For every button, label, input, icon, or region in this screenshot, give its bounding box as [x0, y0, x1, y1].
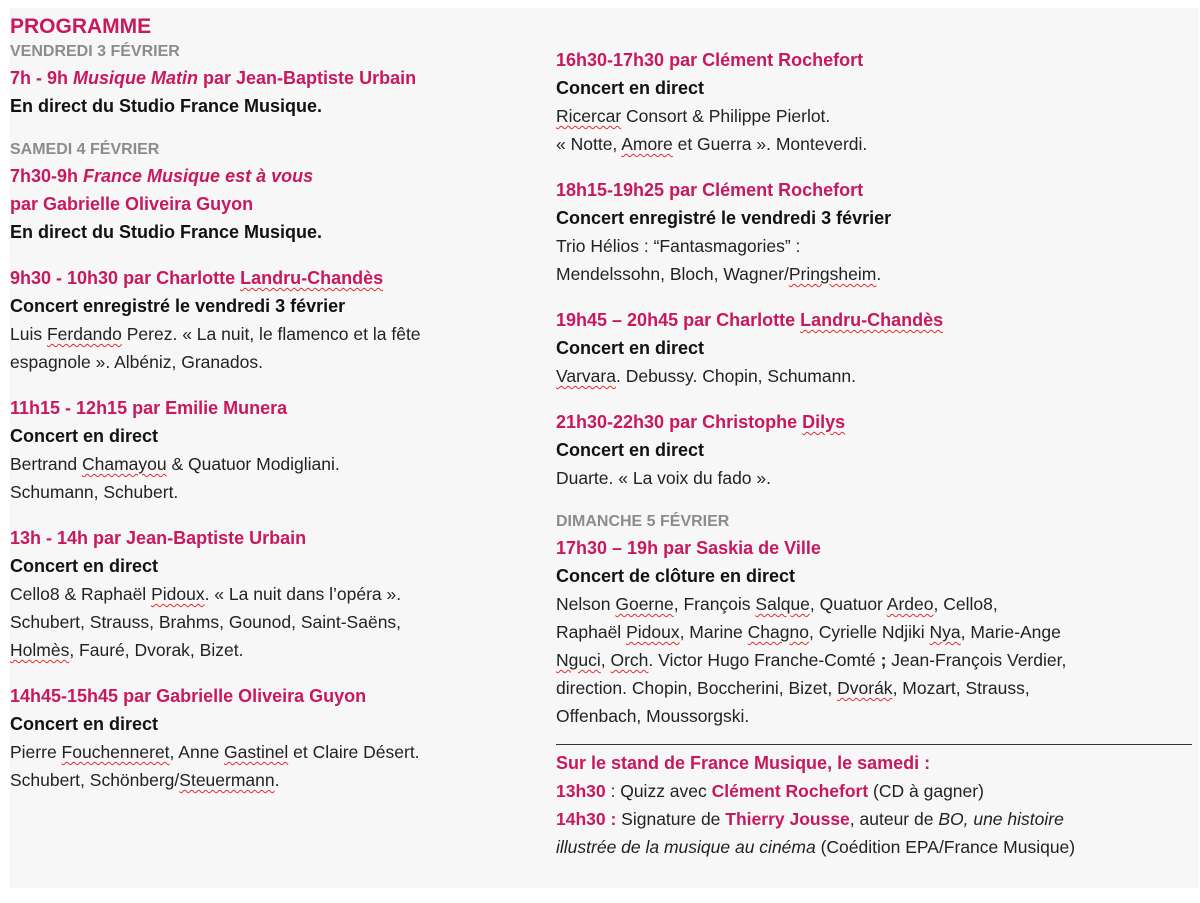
stand-heading: Sur le stand de France Musique, le samedi :: [556, 753, 931, 773]
right-concert-list: [556, 46, 1196, 492]
slot-kind: Concert en direct: [10, 714, 159, 734]
slot-sunday: 17h30 – 19h par Saskia de Ville: [556, 538, 821, 558]
spellcheck-word: Fouchenneret: [61, 742, 170, 762]
spellcheck-word: Ferdando: [46, 324, 122, 344]
day-heading-sunday: DIMANCHE 5 FÉVRIER: [556, 513, 730, 530]
slot-description: Duarte. « La voix du fado ».: [556, 468, 771, 488]
spellcheck-word: Landru-Chandès: [240, 268, 384, 288]
slot-kind: Concert en direct: [10, 556, 159, 576]
slot-kind: Concert en direct: [556, 440, 705, 460]
spellcheck-word: Gastinel: [224, 742, 289, 762]
slot-kind: Concert en direct: [10, 426, 159, 446]
spellcheck-word: Ardeo: [886, 594, 934, 614]
slot-description: Pierre Fouchenneret, Anne Gastinel et Claire Désert. Schubert, Schönberg/Steuermann.: [10, 742, 420, 790]
slot-kind: Concert en direct: [556, 78, 705, 98]
spellcheck-word: Varvara: [556, 366, 616, 386]
concert-item: [556, 176, 1196, 288]
concert-item: [10, 682, 540, 794]
spellcheck-word: Pringsheim: [788, 264, 877, 284]
show-title: Musique Matin: [73, 68, 199, 88]
spellcheck-word: Nguci: [556, 650, 601, 670]
slot-description: Nelson Goerne, François Salque, Quatuor Ardeo, Cello8, Raphaël Pidoux, Marine Chagno, Cyrielle Ndjiki Nya, Marie-Ange Nguci, Orch. Victor Hugo Franche-Comté ; Jean-François Verdier, direction. Chopin, Boccherini, Bizet, Dvorák, Mozart, Strauss, Offenbach, Moussorgski.: [556, 594, 1067, 726]
slot-kind: Concert en direct: [556, 338, 705, 358]
spellcheck-word: Landru-Chandès: [800, 310, 944, 330]
page-title: PROGRAMME: [10, 15, 152, 38]
stand-line-2: 14h30 : Signature de Thierry Jousse, auteur de BO, une histoire: [556, 809, 1064, 829]
slot-time-host: 21h30-22h30 par Christophe Dilys: [556, 412, 846, 432]
show-title: France Musique est à vous: [83, 166, 314, 186]
spellcheck-word: Amore: [621, 134, 673, 154]
slot-time-host: 13h - 14h par Jean-Baptiste Urbain: [10, 528, 307, 548]
slot-time-host: 11h15 - 12h15 par Emilie Munera: [10, 398, 288, 418]
slot-description: Trio Hélios : “Fantasmagories” : Mendelssohn, Bloch, Wagner/Pringsheim.: [556, 236, 882, 284]
slot-description: Bertrand Chamayou & Quatuor Modigliani. Schumann, Schubert.: [10, 454, 340, 502]
stand-line-3: illustrée de la musique au cinéma (Coédition EPA/France Musique): [556, 837, 1076, 857]
concert-item: [10, 524, 540, 664]
slot-description: Varvara. Debussy. Chopin, Schumann.: [556, 366, 856, 386]
stand-line-1: 13h30 : Quizz avec Clément Rochefort (CD à gagner): [556, 781, 984, 801]
slot-time-host: 16h30-17h30 par Clément Rochefort: [556, 50, 864, 70]
spellcheck-word: Steuermann: [179, 770, 275, 790]
day-heading-friday: VENDREDI 3 FÉVRIER: [10, 43, 180, 60]
spellcheck-word: Chagno: [747, 622, 809, 642]
spellcheck-word: Dvorák: [837, 678, 893, 698]
spellcheck-word: Chamayou: [81, 454, 167, 474]
spellcheck-word: Ricercar: [556, 106, 622, 126]
right-column: [556, 46, 1196, 861]
concert-item: [556, 306, 1196, 390]
saturday-block: [10, 138, 540, 246]
slot-description: Cello8 & Raphaël Pidoux. « La nuit dans l’opéra ». Schubert, Strauss, Brahms, Gounod, Saint-Saëns, Holmès, Fauré, Dvorak, Bizet.: [10, 584, 402, 660]
programme-document: [10, 8, 1198, 888]
concert-item: [10, 394, 540, 506]
slot-description: Luis Ferdando Perez. « La nuit, le flamenco et la fête espagnole ». Albéniz, Granados.: [10, 324, 421, 372]
slot-kind: Concert enregistré le vendredi 3 février: [556, 208, 892, 228]
concert-item: [556, 408, 1196, 492]
day-heading-saturday: SAMEDI 4 FÉVRIER: [10, 141, 160, 158]
friday-block: [10, 40, 540, 120]
spellcheck-word: Dilys: [802, 412, 846, 432]
slot-host: par Gabrielle Oliveira Guyon: [10, 194, 254, 214]
slot-kind: Concert enregistré le vendredi 3 février: [10, 296, 346, 316]
spellcheck-word: Nya: [929, 622, 961, 642]
slot-time-host: 19h45 – 20h45 par Charlotte Landru-Chandès: [556, 310, 944, 330]
spellcheck-word: Goerne: [615, 594, 674, 614]
spellcheck-word: Salque: [755, 594, 810, 614]
stand-block: [556, 749, 1196, 861]
spellcheck-word: Pidoux: [151, 584, 205, 604]
separator-line: [556, 744, 1192, 745]
slot-kind: Concert de clôture en direct: [556, 566, 796, 586]
slot-kind: En direct du Studio France Musique.: [10, 222, 323, 242]
slot-saturday-morning: 7h30-9h France Musique est à vous: [10, 166, 314, 186]
left-column: [10, 8, 540, 812]
concert-item: [10, 264, 540, 376]
slot-time-host: 9h30 - 10h30 par Charlotte Landru-Chandès: [10, 268, 384, 288]
left-concert-list: [10, 264, 540, 794]
spellcheck-word: Holmès: [10, 640, 70, 660]
slot-time-host: 18h15-19h25 par Clément Rochefort: [556, 180, 864, 200]
slot-time-host: 14h45-15h45 par Gabrielle Oliveira Guyon: [10, 686, 367, 706]
slot-friday-morning: 7h - 9h Musique Matin par Jean-Baptiste Urbain: [10, 68, 417, 88]
spellcheck-word: Pidoux: [626, 622, 680, 642]
slot-kind: En direct du Studio France Musique.: [10, 96, 323, 116]
concert-item: [556, 46, 1196, 158]
spellcheck-word: Orch: [610, 650, 649, 670]
slot-description: Ricercar Consort & Philippe Pierlot. « Notte, Amore et Guerra ». Monteverdi.: [556, 106, 868, 154]
sunday-block: [556, 510, 1196, 730]
